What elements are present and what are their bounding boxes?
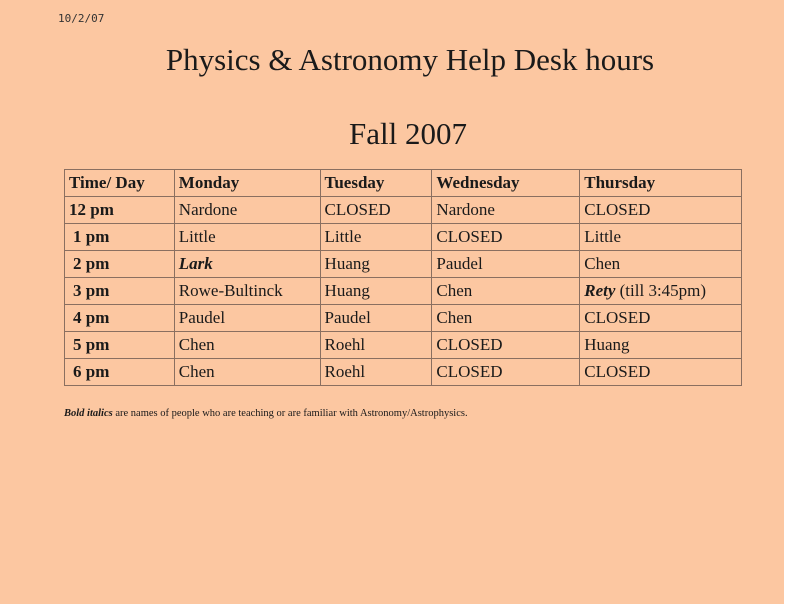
wednesday-cell: Chen — [432, 305, 580, 332]
header-wednesday: Wednesday — [432, 170, 580, 197]
table-row — [65, 359, 742, 386]
wednesday-cell: Nardone — [432, 197, 580, 224]
astronomy-name: Lark — [178, 254, 213, 273]
time-cell: 12 pm — [65, 197, 175, 224]
thursday-cell: CLOSED — [580, 197, 742, 224]
header-thursday: Thursday — [580, 170, 742, 197]
header-time-day: Time/ Day — [65, 170, 175, 197]
wednesday-cell: CLOSED — [432, 332, 580, 359]
hours-table — [64, 169, 742, 386]
wednesday-cell: Paudel — [432, 251, 580, 278]
thursday-cell: Huang — [580, 332, 742, 359]
header-row — [65, 170, 742, 197]
tuesday-cell: CLOSED — [320, 197, 432, 224]
tuesday-cell: Paudel — [320, 305, 432, 332]
time-cell: 4 pm — [65, 305, 175, 332]
monday-cell: Chen — [174, 359, 320, 386]
monday-cell: Nardone — [174, 197, 320, 224]
monday-cell: Chen — [174, 332, 320, 359]
wednesday-cell: CLOSED — [432, 359, 580, 386]
thursday-cell — [580, 278, 742, 305]
thursday-cell: CLOSED — [580, 305, 742, 332]
wednesday-cell: Chen — [432, 278, 580, 305]
time-limit-note: (till 3:45pm) — [615, 281, 707, 300]
header-tuesday: Tuesday — [320, 170, 432, 197]
time-cell: 6 pm — [65, 359, 175, 386]
page-subtitle: Fall 2007 — [349, 116, 467, 151]
astronomy-name: Rety — [584, 281, 616, 300]
thursday-cell: Chen — [580, 251, 742, 278]
time-cell: 3 pm — [65, 278, 175, 305]
tuesday-cell: Huang — [320, 251, 432, 278]
date-stamp: 10/2/07 — [58, 12, 105, 25]
monday-cell: Rowe-Bultinck — [174, 278, 320, 305]
thursday-cell: CLOSED — [580, 359, 742, 386]
wednesday-cell: CLOSED — [432, 224, 580, 251]
table-row — [65, 224, 742, 251]
header-monday: Monday — [174, 170, 320, 197]
thursday-cell: Little — [580, 224, 742, 251]
tuesday-cell: Little — [320, 224, 432, 251]
table-row — [65, 305, 742, 332]
monday-cell: Paudel — [174, 305, 320, 332]
table-row — [65, 332, 742, 359]
table-row — [65, 251, 742, 278]
tuesday-cell: Huang — [320, 278, 432, 305]
tuesday-cell: Roehl — [320, 359, 432, 386]
time-cell: 5 pm — [65, 332, 175, 359]
monday-cell — [174, 251, 320, 278]
tuesday-cell: Roehl — [320, 332, 432, 359]
time-cell: 2 pm — [65, 251, 175, 278]
page-title: Physics & Astronomy Help Desk hours — [165, 42, 655, 77]
footnote-emphasis: Bold italics — [64, 408, 113, 419]
table-row — [65, 278, 742, 305]
table-row — [65, 197, 742, 224]
time-cell: 1 pm — [65, 224, 175, 251]
footnote-text: are names of people who are teaching or are familiar with Astronomy/Astrophysics. — [112, 408, 468, 419]
footnote — [64, 408, 468, 419]
monday-cell: Little — [174, 224, 320, 251]
